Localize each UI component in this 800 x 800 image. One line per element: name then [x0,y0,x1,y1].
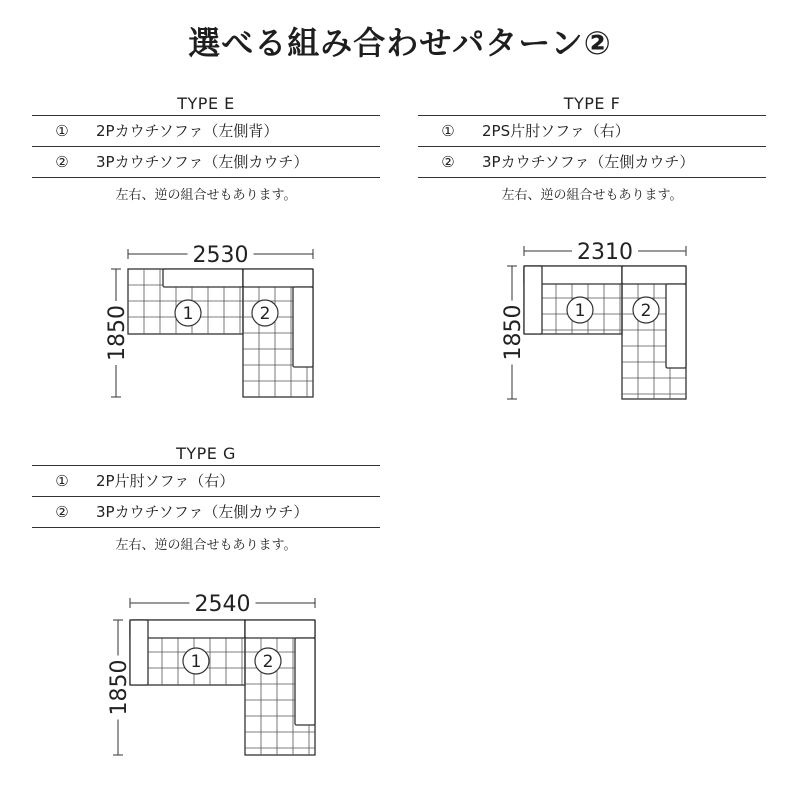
row-label: 3Pカウチソファ（左側カウチ） [96,503,309,521]
type-e-heading: TYPE E [32,93,380,116]
depth-dimension: 1850 [107,659,132,716]
unit-2-arm [295,638,315,725]
width-dimension: 2310 [577,240,633,265]
row-number: ① [441,122,455,140]
row-number: ① [55,122,69,140]
unit-1-number-label: 1 [574,301,586,321]
unit-2-backrest [622,266,686,284]
row-number: ② [55,153,69,171]
page-title: 選べる組み合わせパターン② [188,24,612,62]
row-number: ② [441,153,455,171]
unit-1-number-label: 1 [190,652,202,672]
depth-dimension: 1850 [501,304,526,361]
type-f-diagram [501,240,686,399]
row-label: 2Pカウチソファ（左側背） [96,122,279,140]
unit-1-arm [130,620,148,685]
unit-2-number-label: 2 [640,301,652,321]
type-g-note: 左右、逆の組合せもあります。 [115,538,297,553]
type-e-diagram [105,243,313,397]
type-g-heading: TYPE G [32,443,380,466]
unit-1-arm [524,266,542,334]
row-label: 2PS片肘ソファ（右） [482,122,630,140]
unit-2-number-label: 2 [259,304,271,324]
unit-2-number-label: 2 [262,652,274,672]
row-number: ① [55,472,69,490]
type-f-heading: TYPE F [418,93,766,116]
depth-dimension: 1850 [105,305,130,361]
unit-1-backrest [163,269,243,287]
row-label: 2P片肘ソファ（右） [96,472,235,490]
unit-2-backrest [245,620,315,638]
unit-2-backrest [243,269,313,287]
unit-2-arm [293,287,313,367]
type-g-diagram [107,592,315,755]
type-f-note: 左右、逆の組合せもあります。 [501,188,683,203]
row-label: 3Pカウチソファ（左側カウチ） [482,153,695,171]
type-e-note: 左右、逆の組合せもあります。 [115,188,297,203]
unit-1-number-label: 1 [182,304,194,324]
unit-2-arm [666,284,686,368]
width-dimension: 2530 [192,243,249,268]
row-number: ② [55,503,69,521]
row-label: 3Pカウチソファ（左側カウチ） [96,153,309,171]
width-dimension: 2540 [194,592,251,617]
